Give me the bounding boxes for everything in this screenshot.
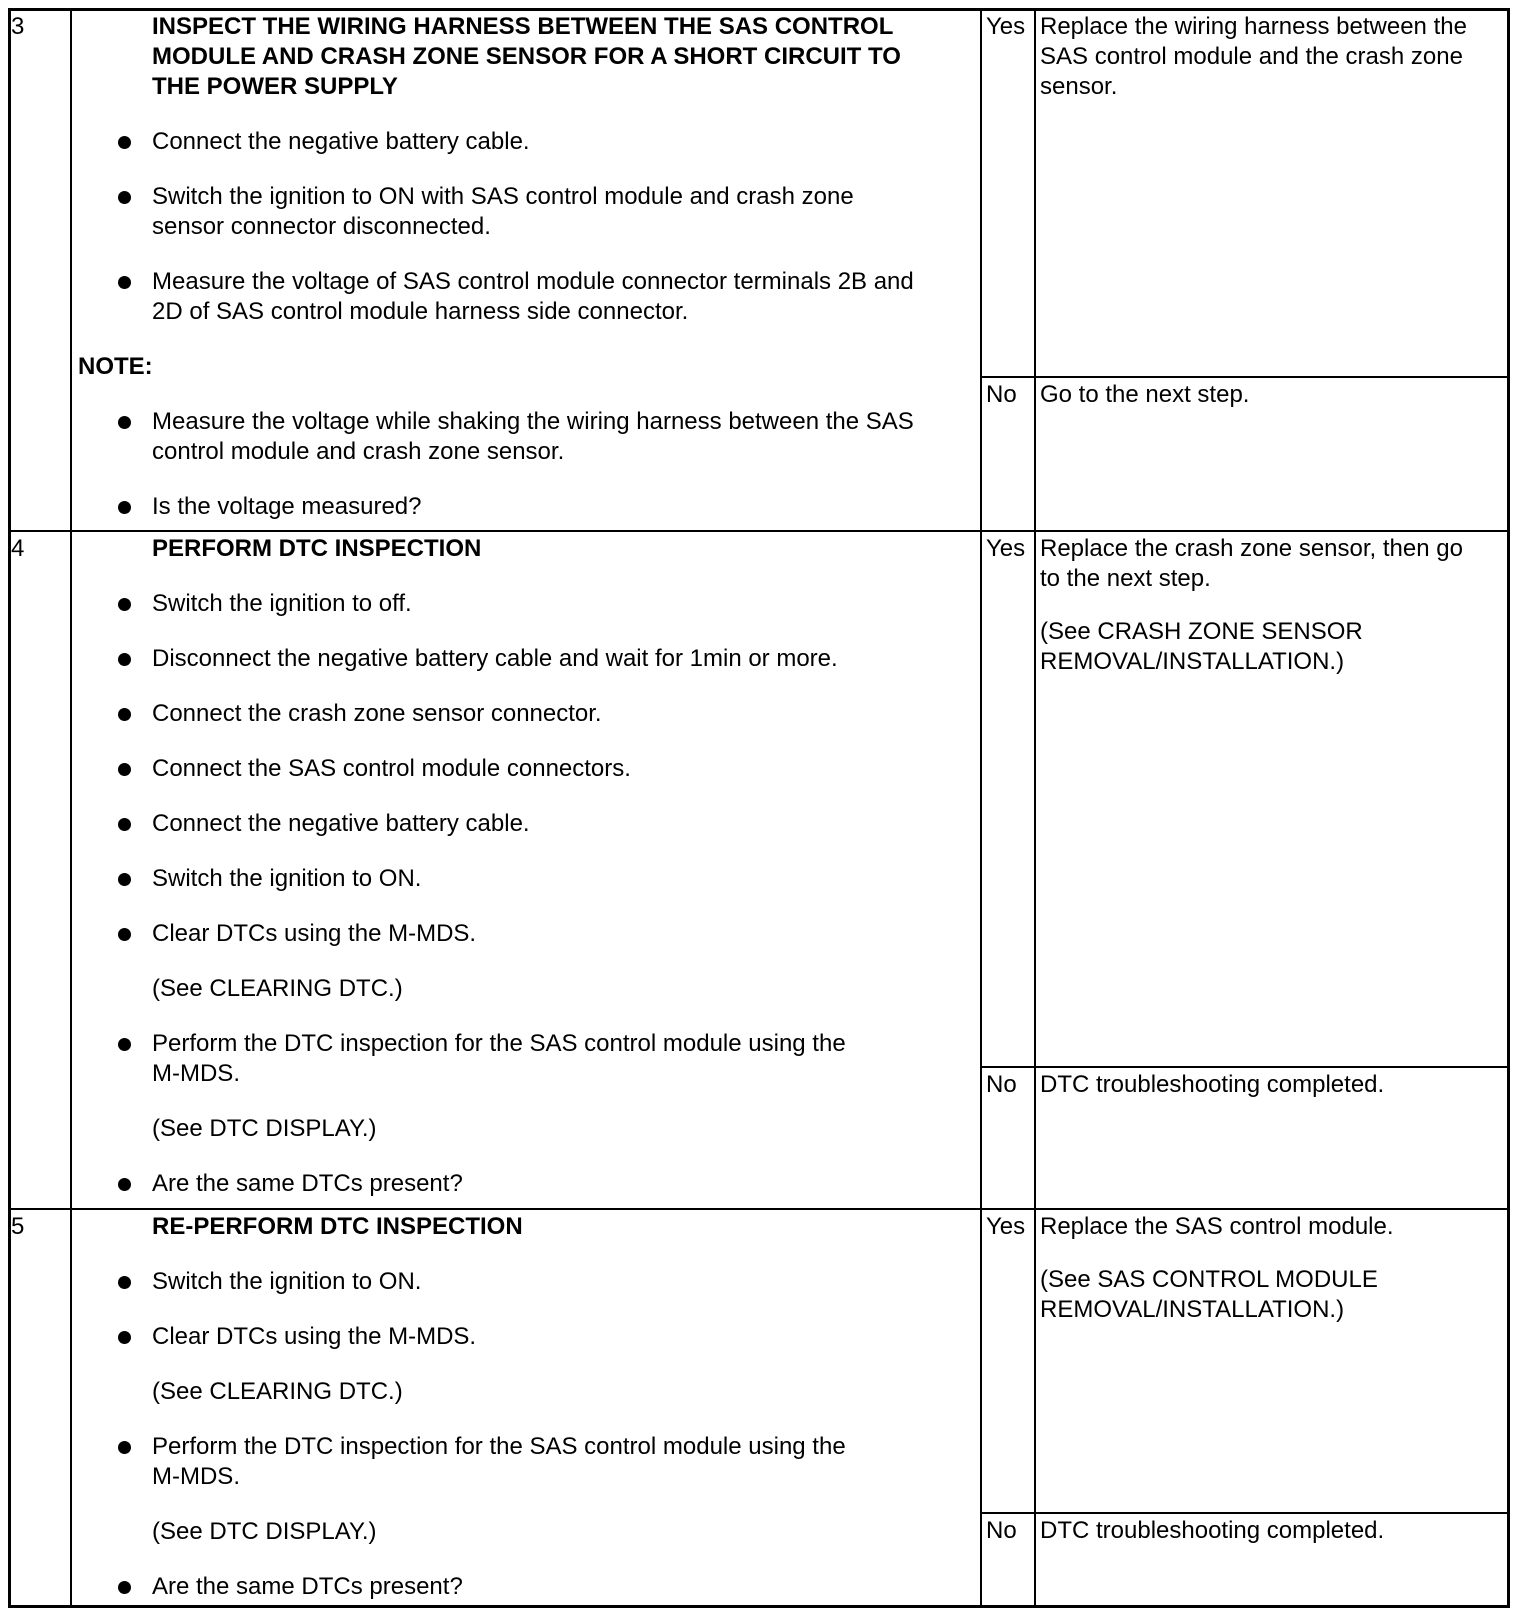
- instruction-text: 2D of SAS control module harness side connector.: [152, 298, 689, 325]
- bullet-icon: [118, 653, 131, 666]
- instruction-text: Perform the DTC inspection for the SAS control module using the: [152, 1433, 846, 1460]
- instruction-text: Disconnect the negative battery cable and wait for 1min or more.: [152, 645, 838, 672]
- rule-horizontal: [8, 8, 1510, 11]
- bullet-icon: [118, 136, 131, 149]
- result-text: DTC troubleshooting completed.: [1040, 1517, 1385, 1544]
- rule-horizontal: [980, 376, 1510, 378]
- result-text: SAS control module and the crash zone: [1040, 43, 1463, 70]
- bullet-icon: [118, 276, 131, 289]
- instruction-text: Are the same DTCs present?: [152, 1573, 463, 1600]
- bullet-icon: [118, 191, 131, 204]
- result-text: Go to the next step.: [1040, 381, 1250, 408]
- rule-vertical: [8, 8, 11, 1608]
- reference-text: (See DTC DISPLAY.): [152, 1115, 377, 1142]
- bullet-icon: [118, 1178, 131, 1191]
- rule-horizontal: [8, 530, 1510, 532]
- bullet-icon: [118, 708, 131, 721]
- bullet-icon: [118, 873, 131, 886]
- result-text: Replace the wiring harness between the: [1040, 13, 1467, 40]
- rule-horizontal: [8, 1605, 1510, 1608]
- bullet-icon: [118, 1441, 131, 1454]
- result-text: Replace the crash zone sensor, then go: [1040, 535, 1463, 562]
- reference-text: (See SAS CONTROL MODULE: [1040, 1266, 1378, 1293]
- instruction-text: M-MDS.: [152, 1060, 240, 1087]
- answer-no: No: [986, 1071, 1017, 1098]
- rule-vertical: [980, 8, 982, 1608]
- instruction-text: control module and crash zone sensor.: [152, 438, 565, 465]
- instruction-text: Measure the voltage of SAS control module connector terminals 2B and: [152, 268, 914, 295]
- instruction-text: Measure the voltage while shaking the wiring harness between the SAS: [152, 408, 914, 435]
- result-text: sensor.: [1040, 73, 1118, 100]
- reference-text: (See CLEARING DTC.): [152, 975, 403, 1002]
- instruction-text: Switch the ignition to ON.: [152, 1268, 422, 1295]
- answer-yes: Yes: [986, 13, 1026, 40]
- step-title: PERFORM DTC INSPECTION: [152, 535, 482, 562]
- bullet-icon: [118, 928, 131, 941]
- bullet-icon: [118, 598, 131, 611]
- rule-horizontal: [8, 1208, 1510, 1210]
- bullet-icon: [118, 818, 131, 831]
- instruction-text: Is the voltage measured?: [152, 493, 422, 520]
- reference-text: REMOVAL/INSTALLATION.): [1040, 1296, 1345, 1323]
- rule-vertical: [1507, 8, 1510, 1608]
- bullet-icon: [118, 501, 131, 514]
- bullet-icon: [118, 1276, 131, 1289]
- answer-yes: Yes: [986, 1213, 1026, 1240]
- instruction-text: Connect the negative battery cable.: [152, 810, 530, 837]
- rule-horizontal: [980, 1512, 1510, 1514]
- step-number: 4: [11, 535, 25, 562]
- rule-horizontal: [980, 1066, 1510, 1068]
- instruction-text: Clear DTCs using the M-MDS.: [152, 920, 477, 947]
- instruction-text: Connect the negative battery cable.: [152, 128, 530, 155]
- reference-text: (See CLEARING DTC.): [152, 1378, 403, 1405]
- result-text: Replace the SAS control module.: [1040, 1213, 1394, 1240]
- answer-no: No: [986, 1517, 1017, 1544]
- note-label: NOTE:: [78, 353, 153, 380]
- instruction-text: Clear DTCs using the M-MDS.: [152, 1323, 477, 1350]
- step-number: 3: [11, 13, 25, 40]
- instruction-text: Are the same DTCs present?: [152, 1170, 463, 1197]
- instruction-text: Switch the ignition to ON.: [152, 865, 422, 892]
- result-text: DTC troubleshooting completed.: [1040, 1071, 1385, 1098]
- bullet-icon: [118, 1581, 131, 1594]
- instruction-text: sensor connector disconnected.: [152, 213, 491, 240]
- answer-yes: Yes: [986, 535, 1026, 562]
- step-number: 5: [11, 1213, 25, 1240]
- bullet-icon: [118, 1331, 131, 1344]
- step-title: MODULE AND CRASH ZONE SENSOR FOR A SHORT CIRCUIT TO: [152, 43, 901, 70]
- instruction-text: M-MDS.: [152, 1463, 240, 1490]
- reference-text: (See DTC DISPLAY.): [152, 1518, 377, 1545]
- step-title: INSPECT THE WIRING HARNESS BETWEEN THE SAS CONTROL: [152, 13, 894, 40]
- step-title: RE-PERFORM DTC INSPECTION: [152, 1213, 523, 1240]
- bullet-icon: [118, 763, 131, 776]
- answer-no: No: [986, 381, 1017, 408]
- result-text: to the next step.: [1040, 565, 1211, 592]
- reference-text: (See CRASH ZONE SENSOR: [1040, 618, 1363, 645]
- bullet-icon: [118, 416, 131, 429]
- reference-text: REMOVAL/INSTALLATION.): [1040, 648, 1345, 675]
- step-title: THE POWER SUPPLY: [152, 73, 398, 100]
- rule-vertical: [1034, 8, 1036, 1608]
- instruction-text: Connect the crash zone sensor connector.: [152, 700, 602, 727]
- instruction-text: Perform the DTC inspection for the SAS control module using the: [152, 1030, 846, 1057]
- instruction-text: Switch the ignition to off.: [152, 590, 412, 617]
- bullet-icon: [118, 1038, 131, 1051]
- instruction-text: Connect the SAS control module connectors.: [152, 755, 631, 782]
- rule-vertical: [70, 8, 72, 1608]
- instruction-text: Switch the ignition to ON with SAS control module and crash zone: [152, 183, 854, 210]
